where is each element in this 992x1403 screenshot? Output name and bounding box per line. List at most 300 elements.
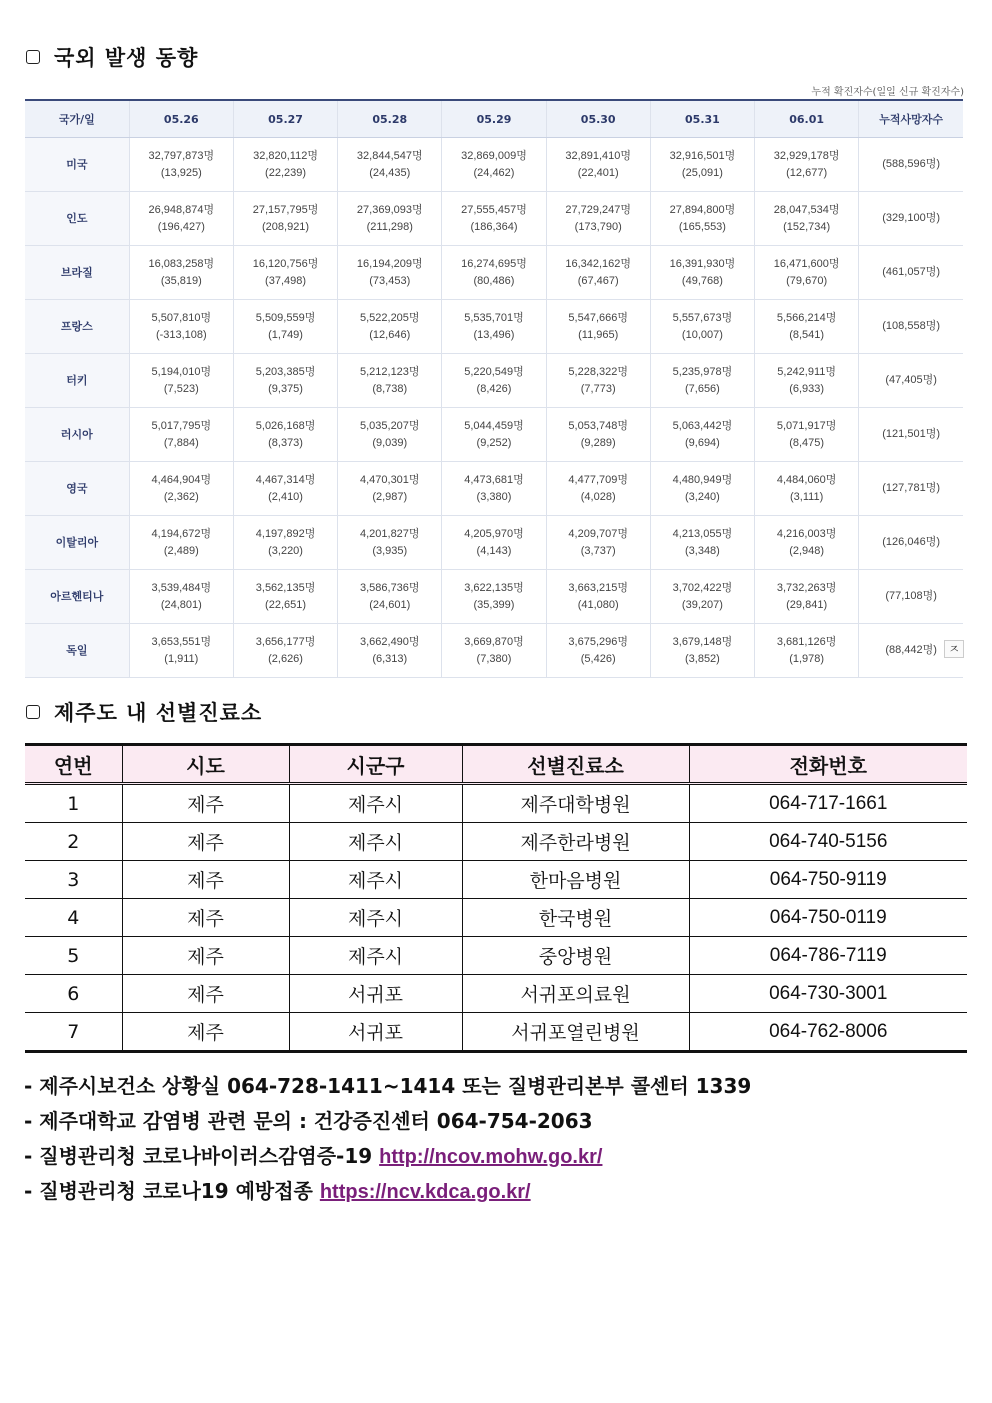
city-cell: 제주시 — [289, 937, 462, 975]
daily-new-cases: (1,978) — [789, 652, 825, 665]
case-cell — [546, 462, 650, 516]
clinic-name-cell: 한국병원 — [462, 899, 689, 937]
cumulative-cases: 3,539,484명 — [151, 581, 212, 594]
deaths-cell — [859, 300, 963, 354]
daily-new-cases: (2,626) — [268, 652, 303, 665]
daily-new-cases: (80,486) — [473, 274, 515, 287]
note-text: - 제주대학교 감염병 관련 문의 : 건강증진센터 064-754-2063 — [24, 1109, 593, 1133]
daily-new-cases: (8,541) — [789, 328, 825, 341]
daily-new-cases: (3,348) — [684, 544, 720, 557]
daily-new-cases: (1,911) — [164, 652, 199, 665]
cumulative-cases: 3,653,551명 — [151, 635, 212, 648]
daily-new-cases: (4,028) — [580, 490, 616, 503]
note-line — [24, 1140, 751, 1175]
deaths-cell — [859, 570, 963, 624]
daily-new-cases: (79,670) — [786, 274, 828, 287]
case-cell — [233, 300, 337, 354]
cumulative-cases: 4,205,970명 — [464, 527, 524, 540]
daily-new-cases: (2,410) — [268, 490, 303, 503]
daily-new-cases: (3,111) — [790, 490, 824, 503]
case-cell — [546, 624, 650, 678]
cumulative-cases: 4,201,827명 — [359, 527, 420, 540]
case-cell — [755, 192, 859, 246]
daily-new-cases: (9,252) — [476, 436, 512, 449]
case-cell — [233, 516, 337, 570]
cumulative-cases: 3,732,263명 — [776, 581, 837, 594]
table-header-row — [25, 100, 963, 138]
deaths-cell — [859, 354, 963, 408]
cumulative-deaths: (121,501명) — [882, 428, 940, 440]
daily-new-cases: (3,380) — [476, 490, 512, 503]
case-cell — [338, 408, 442, 462]
case-cell — [233, 462, 337, 516]
cumulative-cases: 5,228,322명 — [568, 365, 628, 378]
header-date: 05.26 — [129, 100, 233, 138]
table-row — [25, 246, 963, 300]
city-cell: 제주시 — [289, 861, 462, 899]
daily-new-cases: (67,467) — [577, 274, 619, 287]
case-cell — [650, 408, 754, 462]
cumulative-cases: 5,026,168명 — [255, 419, 316, 432]
country-cell: 터키 — [25, 354, 129, 408]
cumulative-cases: 32,844,547명 — [356, 149, 423, 162]
cumulative-cases: 3,586,736명 — [359, 581, 420, 594]
daily-new-cases: (10,007) — [681, 328, 723, 341]
note-text: - 질병관리청 코로나19 예방접종 — [24, 1179, 320, 1203]
cumulative-cases: 3,669,870명 — [464, 635, 524, 648]
cumulative-cases: 3,679,148명 — [672, 635, 733, 648]
header-date: 06.01 — [755, 100, 859, 138]
case-cell — [233, 354, 337, 408]
cumulative-deaths: (47,405명) — [885, 374, 937, 386]
note-text: - 질병관리청 코로나바이러스감염증-19 — [24, 1144, 380, 1168]
case-cell — [233, 138, 337, 192]
case-cell — [755, 624, 859, 678]
case-cell — [338, 300, 442, 354]
case-cell — [755, 570, 859, 624]
cumulative-cases: 4,209,707명 — [568, 527, 628, 540]
table-row — [25, 1013, 967, 1052]
case-cell — [755, 516, 859, 570]
table-row — [25, 354, 963, 408]
table-row — [25, 138, 963, 192]
case-cell — [755, 354, 859, 408]
checkbox-icon — [26, 705, 40, 719]
header-index: 연번 — [25, 745, 122, 784]
note-link[interactable]: http://ncov.mohw.go.kr/ — [379, 1146, 603, 1168]
table-row — [25, 192, 963, 246]
country-cell: 러시아 — [25, 408, 129, 462]
province-cell: 제주 — [122, 899, 289, 937]
daily-new-cases: (24,801) — [160, 598, 202, 611]
cumulative-deaths: (108,558명) — [882, 320, 940, 332]
phone-cell: 064-750-9119 — [689, 861, 967, 899]
header-date: 05.27 — [233, 100, 337, 138]
case-cell — [650, 516, 754, 570]
cumulative-cases: 5,507,810명 — [151, 311, 212, 324]
province-cell: 제주 — [122, 861, 289, 899]
country-cell: 영국 — [25, 462, 129, 516]
section-title-overseas — [26, 42, 198, 72]
cumulative-cases: 5,017,795명 — [151, 419, 212, 432]
cumulative-cases: 5,071,917명 — [776, 419, 837, 432]
cumulative-cases: 16,120,756명 — [252, 257, 319, 270]
table-unit-note: 누적 확진자수(일일 신규 확진자수) — [811, 87, 964, 98]
daily-new-cases: (24,435) — [369, 166, 411, 179]
daily-new-cases: (8,426) — [476, 382, 512, 395]
index-cell: 1 — [25, 784, 122, 823]
header-country: 국가/일 — [25, 100, 129, 138]
daily-new-cases: (6,313) — [372, 652, 408, 665]
cumulative-cases: 4,216,003명 — [776, 527, 837, 540]
case-cell — [546, 570, 650, 624]
case-cell — [129, 192, 233, 246]
table-row — [25, 516, 963, 570]
case-cell — [546, 300, 650, 354]
cumulative-cases: 4,464,904명 — [151, 473, 212, 486]
daily-new-cases: (7,656) — [684, 382, 720, 395]
index-cell: 3 — [25, 861, 122, 899]
case-cell — [129, 570, 233, 624]
cumulative-cases: 32,820,112명 — [253, 149, 318, 162]
cumulative-cases: 27,157,795명 — [252, 203, 319, 216]
cumulative-cases: 27,369,093명 — [356, 203, 423, 216]
header-city: 시군구 — [289, 745, 462, 784]
case-cell — [442, 516, 546, 570]
case-cell — [338, 354, 442, 408]
cumulative-cases: 5,522,205명 — [359, 311, 420, 324]
index-cell: 5 — [25, 937, 122, 975]
daily-new-cases: (208,921) — [262, 220, 310, 233]
cumulative-cases: 3,622,135명 — [464, 581, 524, 594]
cumulative-deaths: (77,108명) — [885, 590, 937, 602]
daily-new-cases: (73,453) — [369, 274, 411, 287]
cumulative-deaths: (126,046명) — [882, 536, 940, 548]
case-cell — [129, 300, 233, 354]
table-header-row — [25, 745, 967, 784]
cumulative-cases: 4,213,055명 — [672, 527, 733, 540]
section-title-text: 국외 발생 동향 — [54, 46, 199, 70]
city-cell: 제주시 — [289, 784, 462, 823]
cumulative-cases: 5,242,911명 — [777, 365, 837, 378]
daily-new-cases: (41,080) — [577, 598, 619, 611]
clinic-name-cell: 한마음병원 — [462, 861, 689, 899]
case-cell — [442, 408, 546, 462]
cumulative-cases: 5,220,549명 — [464, 365, 524, 378]
cumulative-cases: 32,869,009명 — [461, 149, 527, 162]
cumulative-cases: 27,894,800명 — [669, 203, 736, 216]
daily-new-cases: (6,933) — [789, 382, 825, 395]
cumulative-cases: 5,053,748명 — [568, 419, 628, 432]
cumulative-cases: 16,342,162명 — [565, 257, 632, 270]
province-cell: 제주 — [122, 784, 289, 823]
case-cell — [442, 138, 546, 192]
phone-cell: 064-786-7119 — [689, 937, 967, 975]
cumulative-cases: 3,663,215명 — [568, 581, 628, 594]
cumulative-cases: 5,535,701명 — [464, 311, 524, 324]
case-cell — [755, 138, 859, 192]
cumulative-cases: 4,470,301명 — [359, 473, 420, 486]
case-cell — [129, 462, 233, 516]
province-cell: 제주 — [122, 823, 289, 861]
case-cell — [442, 354, 546, 408]
table-row — [25, 823, 967, 861]
case-cell — [338, 516, 442, 570]
daily-new-cases: (8,738) — [372, 382, 408, 395]
daily-new-cases: (7,884) — [163, 436, 199, 449]
case-cell — [129, 138, 233, 192]
header-province: 시도 — [122, 745, 289, 784]
daily-new-cases: (8,475) — [789, 436, 825, 449]
contact-notes — [24, 1070, 751, 1210]
table-row — [25, 570, 963, 624]
header-date: 05.29 — [442, 100, 546, 138]
cumulative-cases: 4,484,060명 — [776, 473, 837, 486]
case-cell — [650, 192, 754, 246]
daily-new-cases: (3,240) — [684, 490, 720, 503]
clinic-name-cell: 서귀포의료원 — [462, 975, 689, 1013]
note-line — [24, 1175, 751, 1210]
clinic-name-cell: 제주대학병원 — [462, 784, 689, 823]
case-cell — [338, 570, 442, 624]
case-cell — [650, 300, 754, 354]
country-cell: 미국 — [25, 138, 129, 192]
cumulative-deaths: (329,100명) — [882, 212, 940, 224]
country-cell: 브라질 — [25, 246, 129, 300]
header-date: 05.30 — [546, 100, 650, 138]
deaths-cell — [859, 192, 963, 246]
daily-new-cases: (22,239) — [265, 166, 307, 179]
case-cell — [650, 624, 754, 678]
cumulative-cases: 5,557,673명 — [672, 311, 733, 324]
index-cell: 4 — [25, 899, 122, 937]
table-row — [25, 784, 967, 823]
case-cell — [338, 624, 442, 678]
phone-cell: 064-750-0119 — [689, 899, 967, 937]
daily-new-cases: (1,749) — [268, 328, 303, 341]
scroll-top-icon[interactable]: ㅈ — [944, 640, 964, 658]
daily-new-cases: (2,987) — [372, 490, 408, 503]
case-cell — [650, 354, 754, 408]
daily-new-cases: (35,399) — [473, 598, 515, 611]
case-cell — [755, 462, 859, 516]
daily-new-cases: (3,220) — [268, 544, 303, 557]
index-cell: 2 — [25, 823, 122, 861]
daily-new-cases: (2,948) — [789, 544, 825, 557]
phone-cell: 064-717-1661 — [689, 784, 967, 823]
cumulative-cases: 5,203,385명 — [255, 365, 316, 378]
case-cell — [546, 516, 650, 570]
case-cell — [442, 624, 546, 678]
case-cell — [338, 462, 442, 516]
cumulative-cases: 4,477,709명 — [568, 473, 628, 486]
case-cell — [129, 246, 233, 300]
cumulative-cases: 5,235,978명 — [672, 365, 733, 378]
daily-new-cases: (11,965) — [578, 328, 619, 341]
case-cell — [129, 516, 233, 570]
header-phone: 전화번호 — [689, 745, 967, 784]
index-cell: 7 — [25, 1013, 122, 1052]
daily-new-cases: (13,496) — [473, 328, 515, 341]
note-text: - 제주시보건소 상황실 064-728-1411~1414 또는 질병관리본부 콜센터 1339 — [24, 1074, 752, 1098]
cumulative-cases: 32,929,178명 — [773, 149, 840, 162]
daily-new-cases: (5,426) — [580, 652, 616, 665]
cumulative-cases: 16,274,695명 — [461, 257, 527, 270]
cumulative-cases: 3,662,490명 — [359, 635, 420, 648]
city-cell: 서귀포 — [289, 1013, 462, 1052]
case-cell — [338, 138, 442, 192]
cumulative-cases: 3,562,135명 — [255, 581, 316, 594]
case-cell — [442, 570, 546, 624]
daily-new-cases: (196,427) — [157, 220, 205, 233]
case-cell — [129, 354, 233, 408]
daily-new-cases: (7,380) — [476, 652, 512, 665]
case-cell — [233, 246, 337, 300]
daily-new-cases: (12,677) — [786, 166, 828, 179]
daily-new-cases: (173,790) — [574, 220, 622, 233]
province-cell: 제주 — [122, 1013, 289, 1052]
daily-new-cases: (39,207) — [681, 598, 723, 611]
daily-new-cases: (3,852) — [684, 652, 720, 665]
daily-new-cases: (22,401) — [577, 166, 619, 179]
daily-new-cases: (37,498) — [265, 274, 307, 287]
case-cell — [650, 246, 754, 300]
deaths-cell — [859, 246, 963, 300]
daily-new-cases: (9,039) — [372, 436, 408, 449]
case-cell — [650, 462, 754, 516]
phone-cell: 064-740-5156 — [689, 823, 967, 861]
daily-new-cases: (35,819) — [160, 274, 202, 287]
cumulative-cases: 32,891,410명 — [565, 149, 632, 162]
case-cell — [650, 570, 754, 624]
daily-new-cases: (13,925) — [160, 166, 202, 179]
table-row — [25, 408, 963, 462]
table-row — [25, 975, 967, 1013]
case-cell — [129, 624, 233, 678]
overseas-table — [25, 99, 963, 678]
cumulative-cases: 5,566,214명 — [776, 311, 837, 324]
cumulative-cases: 3,702,422명 — [672, 581, 733, 594]
daily-new-cases: (7,773) — [580, 382, 616, 395]
note-link[interactable]: https://ncv.kdca.go.kr/ — [319, 1181, 531, 1203]
header-deaths: 누적사망자수 — [859, 100, 963, 138]
daily-new-cases: (9,694) — [684, 436, 720, 449]
country-cell: 아르헨티나 — [25, 570, 129, 624]
cumulative-cases: 3,681,126명 — [776, 635, 837, 648]
phone-cell: 064-762-8006 — [689, 1013, 967, 1052]
daily-new-cases: (25,091) — [681, 166, 723, 179]
deaths-cell — [859, 408, 963, 462]
table-row — [25, 937, 967, 975]
header-clinic: 선별진료소 — [462, 745, 689, 784]
case-cell — [442, 246, 546, 300]
cumulative-cases: 5,509,559명 — [255, 311, 316, 324]
daily-new-cases: (2,362) — [163, 490, 199, 503]
cumulative-cases: 4,480,949명 — [672, 473, 733, 486]
case-cell — [233, 408, 337, 462]
cumulative-cases: 16,083,258명 — [148, 257, 215, 270]
case-cell — [338, 246, 442, 300]
country-cell: 독일 — [25, 624, 129, 678]
case-cell — [546, 246, 650, 300]
cumulative-cases: 4,197,892명 — [255, 527, 316, 540]
case-cell — [755, 300, 859, 354]
province-cell: 제주 — [122, 937, 289, 975]
cumulative-cases: 5,035,207명 — [359, 419, 420, 432]
table-row — [25, 861, 967, 899]
deaths-cell — [859, 138, 963, 192]
table-row — [25, 624, 963, 678]
daily-new-cases: (186,364) — [470, 220, 518, 233]
cumulative-cases: 4,467,314명 — [255, 473, 316, 486]
daily-new-cases: (3,737) — [580, 544, 616, 557]
cumulative-cases: 5,194,010명 — [151, 365, 212, 378]
country-cell: 프랑스 — [25, 300, 129, 354]
cumulative-cases: 16,391,930명 — [669, 257, 736, 270]
case-cell — [338, 192, 442, 246]
case-cell — [546, 354, 650, 408]
daily-new-cases: (211,298) — [366, 220, 413, 233]
cumulative-cases: 26,948,874명 — [148, 203, 215, 216]
case-cell — [755, 408, 859, 462]
section-title-text: 제주도 내 선별진료소 — [54, 701, 263, 725]
country-cell: 인도 — [25, 192, 129, 246]
city-cell: 제주시 — [289, 823, 462, 861]
cumulative-cases: 4,194,672명 — [151, 527, 212, 540]
case-cell — [442, 192, 546, 246]
cumulative-cases: 5,044,459명 — [464, 419, 524, 432]
city-cell: 서귀포 — [289, 975, 462, 1013]
clinic-name-cell: 서귀포열린병원 — [462, 1013, 689, 1052]
clinic-name-cell: 중앙병원 — [462, 937, 689, 975]
header-date: 05.31 — [650, 100, 754, 138]
daily-new-cases: (9,289) — [580, 436, 616, 449]
deaths-cell — [859, 462, 963, 516]
cumulative-cases: 27,729,247명 — [565, 203, 632, 216]
cumulative-cases: 4,473,681명 — [464, 473, 524, 486]
table-row — [25, 300, 963, 354]
cumulative-deaths: (588,596명) — [882, 158, 940, 170]
case-cell — [129, 408, 233, 462]
province-cell: 제주 — [122, 975, 289, 1013]
note-line — [24, 1070, 751, 1105]
cumulative-cases: 3,675,296명 — [568, 635, 628, 648]
note-line — [24, 1105, 751, 1140]
case-cell — [233, 570, 337, 624]
daily-new-cases: (24,462) — [473, 166, 515, 179]
daily-new-cases: (29,841) — [786, 598, 828, 611]
daily-new-cases: (24,601) — [369, 598, 411, 611]
case-cell — [546, 138, 650, 192]
cumulative-cases: 32,916,501명 — [669, 149, 736, 162]
country-cell: 이탈리아 — [25, 516, 129, 570]
cumulative-deaths: (127,781명) — [882, 482, 940, 494]
cumulative-cases: 28,047,534명 — [773, 203, 840, 216]
deaths-cell — [859, 516, 963, 570]
daily-new-cases: (152,734) — [783, 220, 831, 233]
header-date: 05.28 — [338, 100, 442, 138]
daily-new-cases: (8,373) — [268, 436, 303, 449]
case-cell — [442, 462, 546, 516]
daily-new-cases: (7,523) — [163, 382, 199, 395]
phone-cell: 064-730-3001 — [689, 975, 967, 1013]
clinic-name-cell: 제주한라병원 — [462, 823, 689, 861]
case-cell — [546, 192, 650, 246]
daily-new-cases: (22,651) — [265, 598, 307, 611]
cumulative-cases: 5,063,442명 — [672, 419, 733, 432]
daily-new-cases: (4,143) — [476, 544, 512, 557]
table-row — [25, 462, 963, 516]
